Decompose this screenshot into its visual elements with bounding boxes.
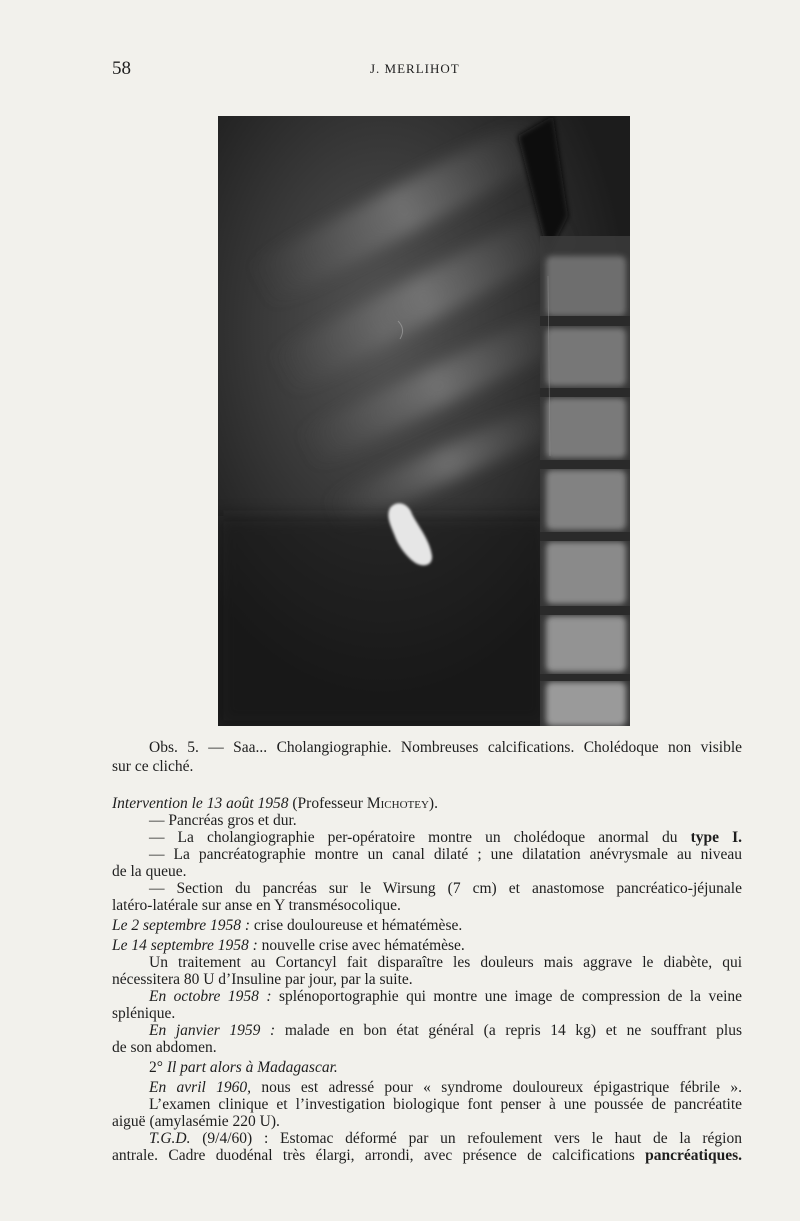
list-item: — La pancréatographie montre un canal dilaté ; une dilatation anévrysmale au niveau [149, 846, 742, 863]
list-item: — Section du pancréas sur le Wirsung (7 cm) et anastomose pancréatico-jéjunale [149, 880, 742, 897]
body-text [112, 795, 742, 1164]
list-item-cont: de la queue. [112, 863, 187, 880]
october-paragraph [112, 988, 742, 1005]
tgd-text: (9/4/60) : Estomac déformé par un refoulement vers le haut de la région [190, 1130, 742, 1147]
january-cont: de son abdomen. [112, 1039, 217, 1056]
october-cont: splénique. [112, 1005, 176, 1022]
sept14-text: nouvelle crise avec hématémèse. [257, 937, 465, 954]
sept2-paragraph [112, 917, 742, 934]
october-date: En octobre 1958 : [149, 988, 272, 1005]
list-item [112, 829, 742, 846]
page-number: 58 [112, 58, 131, 79]
january-paragraph [112, 1022, 742, 1039]
april-text: nous est adressé pour « syndrome douloureux épigastrique fébrile ». [251, 1079, 743, 1096]
figure-caption [112, 738, 742, 776]
cortancyl-line-1: Un traitement au Cortancyl fait disparaître les douleurs mais aggrave le diabète, qui [149, 954, 742, 971]
list-item-cont: latéro-latérale sur anse en Y transmésocolique. [112, 897, 401, 914]
radiograph-figure [218, 116, 630, 726]
tgd-label: T.G.D. [149, 1130, 191, 1147]
running-head: J. MERLIHOT [370, 61, 460, 76]
madagascar-heading [112, 1059, 742, 1076]
intervention-paragraph [112, 795, 742, 812]
tgd-cont [112, 1147, 742, 1164]
professor-name: Michotey [366, 795, 429, 812]
madagascar-text: Il part alors à Madagascar. [166, 1059, 338, 1076]
list-item: — Pancréas gros et dur. [149, 812, 297, 829]
intervention-prof-open: (Professeur [288, 795, 367, 812]
april-paragraph [112, 1079, 742, 1096]
exam-line-1: L’examen clinique et l’investigation biologique font penser à une poussée de pancréatite [149, 1096, 742, 1113]
october-text: splénoportographie qui montre une image de compression de la veine [271, 988, 743, 1005]
item2-type: type I. [690, 829, 742, 846]
intervention-date: Intervention le 13 août 1958 [112, 795, 289, 812]
caption-text-1: Cholangiographie. Nombreuses calcifications. Cholédoque non visible [276, 739, 743, 756]
sept2-text: crise douloureuse et hématémèse. [250, 917, 463, 934]
caption-lead: Obs. 5. — Saa... [149, 739, 277, 756]
january-date: En janvier 1959 : [149, 1022, 276, 1039]
tgd-cont-text: antrale. Cadre duodénal très élargi, arrondi, avec présence de calcifications [112, 1147, 646, 1164]
sept14-paragraph [112, 937, 742, 954]
intervention-prof-close: ). [428, 795, 438, 812]
april-date: En avril 1960, [149, 1079, 252, 1096]
cortancyl-line-2: nécessitera 80 U d’Insuline par jour, par la suite. [112, 971, 413, 988]
sept2-date: Le 2 septembre 1958 : [112, 917, 251, 934]
caption-text-2: sur ce cliché. [112, 758, 194, 775]
tgd-cont-bold: pancréatiques. [645, 1147, 742, 1164]
radiograph-image [218, 116, 630, 726]
madagascar-number: 2° [149, 1059, 167, 1076]
item2-text: — La cholangiographie per-opératoire montre un cholédoque anormal du [149, 829, 691, 846]
tgd-paragraph [112, 1130, 742, 1147]
january-text: malade en bon état général (a repris 14 kg) et ne souffrant plus [275, 1022, 742, 1039]
sept14-date: Le 14 septembre 1958 : [112, 937, 258, 954]
exam-line-2: aiguë (amylasémie 220 U). [112, 1113, 280, 1130]
